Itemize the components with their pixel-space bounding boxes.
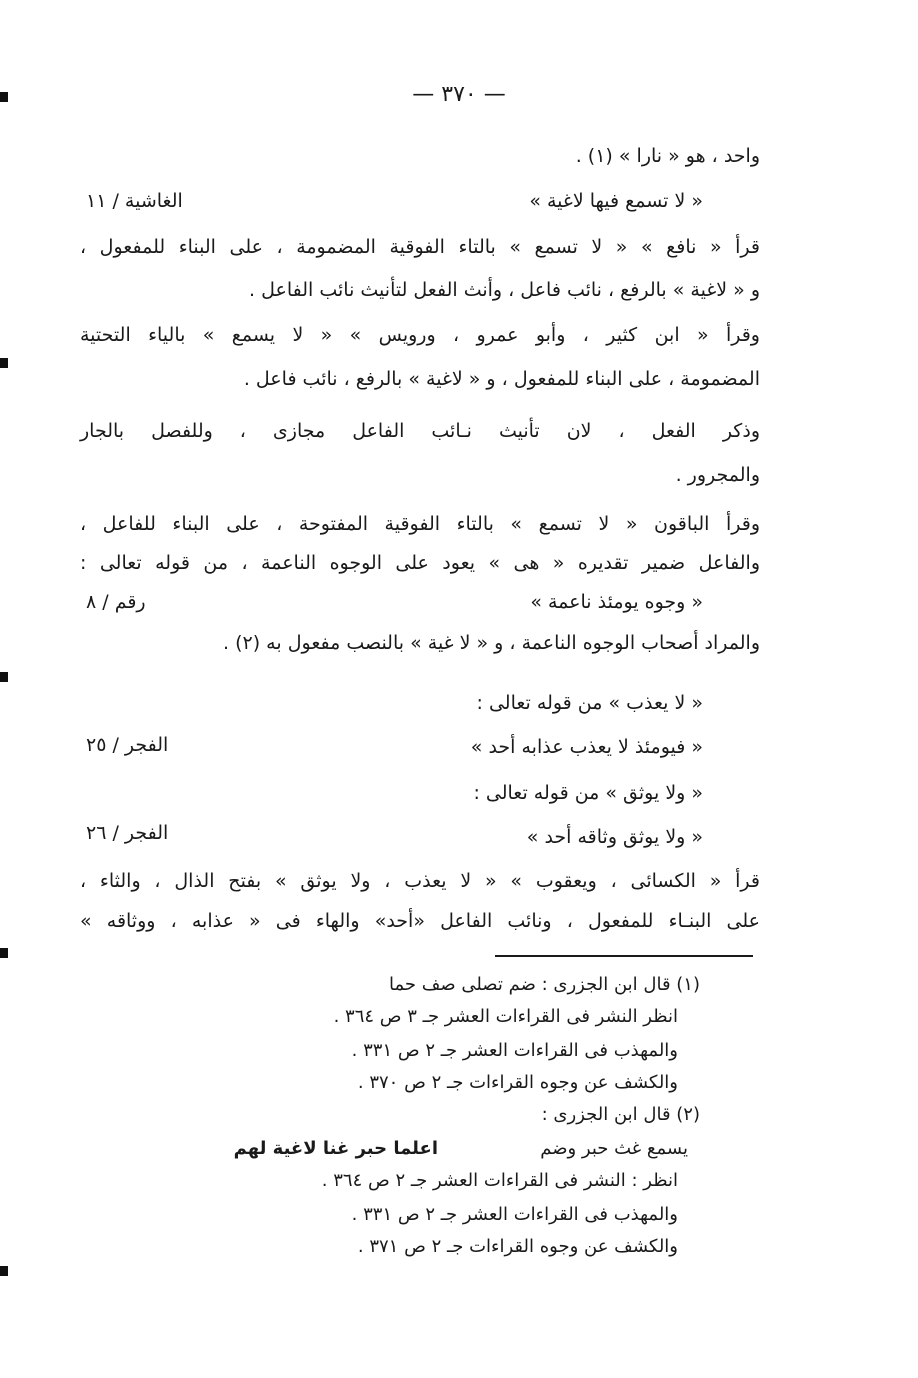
verse-line: « لا يعذب » من قوله تعالى : xyxy=(476,692,703,714)
body-line: والمراد أصحاب الوجوه الناعمة ، و « لا غية » بالنصب مفعول به (٢) . xyxy=(223,632,760,654)
body-line: والفاعل ضمير تقديره « هى » يعود على الوجوه الناعمة ، من قوله تعالى : xyxy=(80,552,760,574)
scan-mark xyxy=(0,358,8,368)
body-line: قرأ « نافع » « لا تسمع » بالتاء الفوقية المضمومة ، على البناء للمفعول ، xyxy=(80,236,760,258)
scan-mark xyxy=(0,672,8,682)
verse-line: « ولا يوثق وثاقه أحد » xyxy=(526,826,703,848)
scan-mark xyxy=(0,1266,8,1276)
body-line: و « لاغية » بالرفع ، نائب فاعل ، وأنث الفعل لتأنيث نائب الفاعل . xyxy=(249,279,760,301)
footnote-line: انظر : النشر فى القراءات العشر جـ ٢ ص ٣٦٤ . xyxy=(321,1170,678,1191)
footnote-poem-hemistich: اعلما حبر غنا لاغية لهم xyxy=(233,1138,438,1159)
footnote-line: والكشف عن وجوه القراءات جـ ٢ ص ٣٧٠ . xyxy=(357,1072,678,1093)
footnote-line: (١) قال ابن الجزرى : ضم تصلى صف حما xyxy=(388,974,700,995)
body-line: وقرأ « ابن كثير ، وأبو عمرو ، ورويس » « لا يسمع » بالياء التحتية xyxy=(80,324,760,346)
body-line: قرأ « الكسائى ، ويعقوب » « لا يعذب ، ولا يوثق » بفتح الذال ، والثاء ، xyxy=(80,870,760,892)
body-line: على البنـاء للمفعول ، ونائب الفاعل «أحد» والهاء فى « عذابه ، ووثاقه » xyxy=(80,910,760,932)
footnote-line: والمهذب فى القراءات العشر جـ ٢ ص ٣٣١ . xyxy=(351,1040,678,1061)
verse-reference: الفجر / ٢٥ xyxy=(86,734,169,756)
footnote-line: والكشف عن وجوه القراءات جـ ٢ ص ٣٧١ . xyxy=(357,1236,678,1257)
footnote-line: (٢) قال ابن الجزرى : xyxy=(541,1104,700,1125)
verse-line: « لا تسمع فيها لاغية » xyxy=(529,190,703,212)
verse-line: « وجوه يومئذ ناعمة » xyxy=(530,591,703,613)
verse-reference: الفجر / ٢٦ xyxy=(86,822,169,844)
footnote-line: انظر النشر فى القراءات العشر جـ ٣ ص ٣٦٤ . xyxy=(333,1006,678,1027)
body-line: وذكر الفعل ، لان تأنيث نـائب الفاعل مجازى ، وللفصل بالجار xyxy=(80,420,760,442)
footnote-line: والمهذب فى القراءات العشر جـ ٢ ص ٣٣١ . xyxy=(351,1204,678,1225)
verse-reference: رقم / ٨ xyxy=(86,591,146,613)
scan-mark xyxy=(0,948,8,958)
body-line: وقرأ الباقون « لا تسمع » بالتاء الفوقية المفتوحة ، على البناء للفاعل ، xyxy=(80,513,760,535)
body-line: والمجرور . xyxy=(675,464,760,486)
footnote-separator xyxy=(495,955,753,957)
page-number: — ٣٧٠ — xyxy=(412,82,506,107)
footnote-poem-hemistich: يسمع غث حبر وضم xyxy=(540,1138,688,1159)
verse-line: « ولا يوثق » من قوله تعالى : xyxy=(473,782,703,804)
body-line: واحد ، هو « نارا » (١) . xyxy=(575,145,760,167)
body-line: المضمومة ، على البناء للمفعول ، و « لاغية » بالرفع ، نائب فاعل . xyxy=(243,368,760,390)
verse-line: « فيومئذ لا يعذب عذابه أحد » xyxy=(470,736,703,758)
verse-reference: الغاشية / ١١ xyxy=(86,190,183,212)
